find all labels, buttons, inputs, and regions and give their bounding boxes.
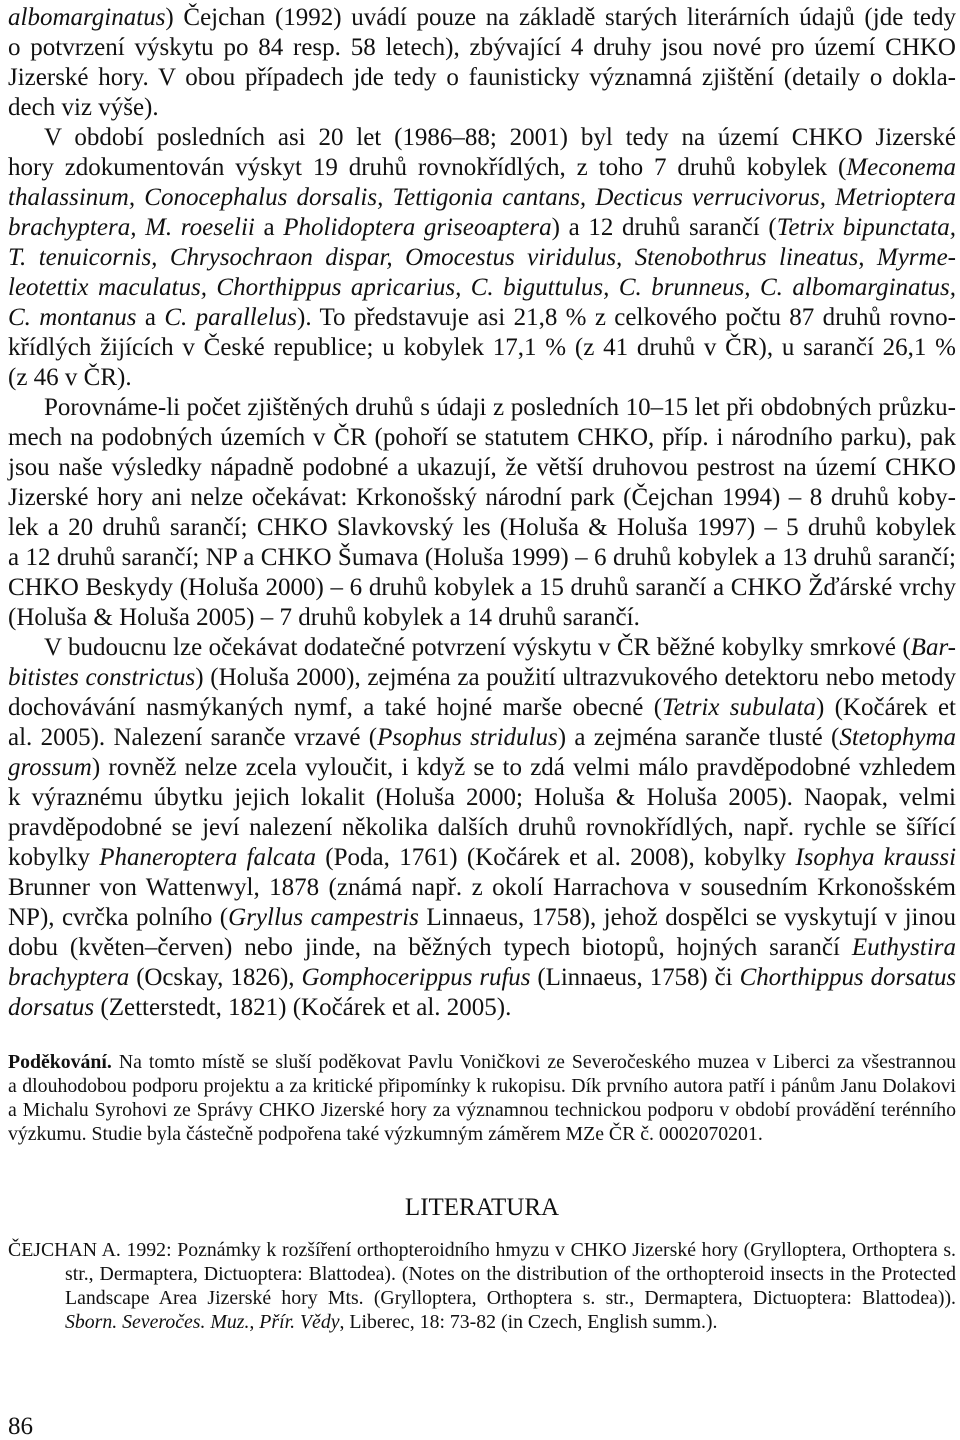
italic-text: leotettix maculatus, Chorthippus apricarius, C. biguttulus, C. brunneus, C. albomarginatus, — [8, 274, 956, 301]
text-run: a 12 druhů sarančí; NP a CHKO Šumava (Holuša 1999) – 6 druhů kobylek a 13 druhů sarančí; — [8, 544, 956, 571]
text-line — [8, 633, 956, 663]
acknowledgment — [8, 1050, 956, 1146]
italic-text: bitistes constrictus — [8, 664, 196, 691]
text-run: pravděpodobné se jeví nalezení několika dalších druhů rovnokřídlých, např. rychle se šířící — [8, 814, 956, 841]
text-line — [8, 1310, 956, 1334]
italic-text: Sborn. Severočes. Muz., Přír. Vědy — [65, 1311, 340, 1333]
text-line — [8, 993, 956, 1023]
text-run: mech na podobných územích v ČR (pohoří se statutem CHKO, příp. i národního parku), pak — [8, 424, 956, 451]
text-run: Landscape Area Jizerské hory Mts. (Grylloptera, Orthoptera s. str., Dermaptera, Dictuoptera: Blattodea)). — [65, 1287, 956, 1309]
text-line — [8, 813, 956, 843]
italic-text: Euthystira — [851, 934, 956, 961]
text-run: (z 46 v ČR). — [8, 364, 132, 391]
text-line — [8, 1074, 956, 1098]
italic-text: thalassinum, Conocephalus dorsalis, Tettigonia cantans, Decticus verrucivorus, Metrioptera — [8, 184, 956, 211]
text-run: o potvrzení výskytu po 84 resp. 58 letech), zbývající 4 druhy jsou nové pro území CHKO — [8, 34, 956, 61]
paragraph — [8, 633, 956, 1023]
text-line — [8, 213, 956, 243]
text-run: Brunner von Wattenwyl, 1878 (známá např. z okolí Harrachova v sousedním Krkonošském — [8, 874, 956, 901]
text-line — [8, 33, 956, 63]
italic-text: Bar- — [910, 634, 956, 661]
text-line — [8, 273, 956, 303]
text-line — [8, 1238, 956, 1262]
text-run: (Ocskay, 1826), — [129, 964, 302, 991]
italic-text: grossum — [8, 754, 92, 781]
text-line — [8, 3, 956, 33]
text-line — [8, 513, 956, 543]
text-run: ) rovněž nelze zcela vyloučit, i když se to zdá velmi málo pravděpodobné vzhledem — [91, 754, 956, 781]
text-line — [8, 573, 956, 603]
italic-text: brachyptera, M. roeselii — [8, 214, 255, 241]
text-run: (Poda, 1761) (Kočárek et al. 2008), kobylky — [315, 844, 796, 871]
text-line — [8, 363, 956, 393]
italic-text: Stetophyma — [839, 724, 956, 751]
text-line — [8, 333, 956, 363]
text-line — [8, 453, 956, 483]
text-run: CHKO Beskydy (Holuša 2000) – 6 druhů kobylek a 15 druhů sarančí a CHKO Žďárské vrchy — [8, 574, 956, 601]
text-line — [8, 303, 956, 333]
main-text — [8, 3, 956, 1023]
italic-text: C. parallelus — [164, 304, 297, 331]
text-run: výzkumu. Studie byla částečně podpořena také výzkumným záměrem MZe ČR č. 0002070201. — [8, 1123, 763, 1145]
italic-text: Gomphocerippus rufus — [301, 964, 531, 991]
text-line — [8, 153, 956, 183]
text-run: V budoucnu lze očekávat dodatečné potvrzení výskytu v ČR běžné kobylky smrkové ( — [44, 634, 911, 661]
bold-text: Poděkování. — [8, 1051, 112, 1073]
text-run: ) (Kočárek et — [815, 694, 956, 721]
text-run: Na tomto místě se sluší poděkovat Pavlu Voničkovi ze Severočeského muzea v Liberci za všestrannou — [111, 1051, 956, 1073]
text-run: ) (Holuša 2000), zejména za použití ultrazvukového detektoru nebo metody — [195, 664, 957, 691]
text-run: křídlých žijících v České republice; u kobylek 17,1 % (z 41 druhů v ČR), u sarančí 26,1 % — [8, 334, 956, 361]
text-line — [8, 723, 956, 753]
paragraph — [8, 123, 956, 393]
italic-text: brachyptera — [8, 964, 130, 991]
paragraph-continued — [8, 3, 956, 123]
text-run: Jizerské hory. V obou případech jde tedy o faunisticky významná zjištění (detaily o dokla- — [8, 64, 956, 91]
italic-text: Gryllus campestris — [228, 904, 419, 931]
text-line — [8, 873, 956, 903]
text-run: al. 2005). Nalezení saranče vrzavé ( — [8, 724, 378, 751]
text-run: (Zetterstedt, 1821) (Kočárek et al. 2005). — [94, 994, 512, 1021]
text-run: Linnaeus, 1758), jehož dospělci se vyskytují v jinou — [418, 904, 956, 931]
text-run: a dlouhodobou podporu projektu a za kritické připomínky k rukopisu. Dík prvního autora patří i pánům Janu Dolakovi — [8, 1075, 956, 1097]
text-run: (Holuša & Holuša 2005) – 7 druhů kobylek a 14 druhů sarančí. — [8, 604, 640, 631]
text-run: a Michalu Syrohovi ze Správy CHKO Jizerské hory za významnou technickou podporu v období provádění terénního — [8, 1099, 956, 1121]
text-line — [8, 93, 956, 123]
text-run: dech viz výše). — [8, 94, 159, 121]
text-run: (Linnaeus, 1758) či — [530, 964, 740, 991]
italic-text: Phaneroptera falcata — [99, 844, 316, 871]
text-run: NP), cvrčka polního ( — [8, 904, 229, 931]
text-line — [8, 1122, 956, 1146]
text-run: ) a zejména saranče tlusté ( — [557, 724, 840, 751]
text-line — [8, 183, 956, 213]
italic-text: T. tenuicornis, Chrysochraon dispar, Omocestus viridulus, Stenobothrus lineatus, Myrme- — [8, 244, 956, 271]
italic-text: Psophus stridulus — [377, 724, 558, 751]
text-line — [8, 123, 956, 153]
italic-text: albomarginatus — [8, 4, 166, 31]
text-line — [8, 1286, 956, 1310]
text-run: a — [136, 304, 165, 331]
text-line — [8, 903, 956, 933]
italic-text: dorsatus — [8, 994, 95, 1021]
text-line — [8, 543, 956, 573]
text-line — [8, 843, 956, 873]
text-line — [8, 603, 956, 633]
page-number: 86 — [8, 1413, 33, 1440]
text-run: Porovnáme-li počet zjištěných druhů s údaji z posledních 10–15 let při obdobných průzku- — [44, 394, 956, 421]
reference-entry — [8, 1238, 956, 1334]
text-line — [8, 1050, 956, 1074]
paragraph — [8, 393, 956, 633]
text-run: k výraznému úbytku jejich lokalit (Holuša 2000; Holuša & Holuša 2005). Naopak, velmi — [8, 784, 956, 811]
text-line — [8, 693, 956, 723]
text-run: , Liberec, 18: 73-82 (in Czech, English summ.). — [339, 1311, 718, 1333]
text-line — [8, 783, 956, 813]
text-run: ČEJCHAN A. 1992: Poznámky k rozšíření orthopteroidního hmyzu v CHKO Jizerské hory (Grylloptera, Orthoptera s. — [8, 1239, 956, 1261]
italic-text: Meconema — [846, 154, 956, 181]
text-line — [8, 1262, 956, 1286]
text-line — [8, 63, 956, 93]
text-line — [8, 933, 956, 963]
text-run: ) Čejchan (1992) uvádí pouze na základě starých literárních údajů (jde tedy — [165, 4, 956, 31]
text-run: dobu (květen–červen) nebo jinde, na běžných typech biotopů, hojných sarančí — [8, 934, 852, 961]
text-run: str., Dermaptera, Dictuoptera: Blattodea). (Notes on the distribution of the orthopteroid insects in the Protected — [65, 1263, 956, 1285]
text-run: lek a 20 druhů sarančí; CHKO Slavkovský les (Holuša & Holuša 1997) – 5 druhů kobylek — [8, 514, 956, 541]
text-run: ). To představuje asi 21,8 % z celkového počtu 87 druhů rovno- — [297, 304, 956, 331]
references-heading: LITERATURA — [404, 1194, 560, 1221]
italic-text: Tetrix bipunctata, — [776, 214, 956, 241]
text-run: ) a 12 druhů sarančí ( — [551, 214, 777, 241]
text-run: dochovávání nasmýkaných nymf, a také hojné marše obecné ( — [8, 694, 663, 721]
text-line — [8, 243, 956, 273]
italic-text: Pholidoptera griseoaptera — [283, 214, 552, 241]
text-run: jsou naše výsledky nápadně podobné a ukazují, že větší druhovou pestrost na území CHKO — [8, 454, 956, 481]
italic-text: Tetrix subulata — [662, 694, 816, 721]
references-list — [8, 1238, 956, 1334]
text-run: V období posledních asi 20 let (1986–88; 2001) byl tedy na území CHKO Jizerské — [44, 124, 956, 151]
text-line — [8, 1098, 956, 1122]
text-run: kobylky — [8, 844, 100, 871]
text-run: Jizerské hory ani nelze očekávat: Krkonošský národní park (Čejchan 1994) – 8 druhů koby- — [8, 484, 956, 511]
text-run: a — [254, 214, 284, 241]
text-line — [8, 393, 956, 423]
italic-text: Isophya kraussi — [795, 844, 957, 871]
text-line — [8, 963, 956, 993]
italic-text: C. montanus — [8, 304, 137, 331]
italic-text: Chorthippus dorsatus — [739, 964, 956, 991]
text-run: hory zdokumentován výskyt 19 druhů rovnokřídlých, z toho 7 druhů kobylek ( — [8, 154, 847, 181]
text-line — [8, 753, 956, 783]
text-line — [8, 483, 956, 513]
text-line — [8, 423, 956, 453]
text-line — [8, 663, 956, 693]
